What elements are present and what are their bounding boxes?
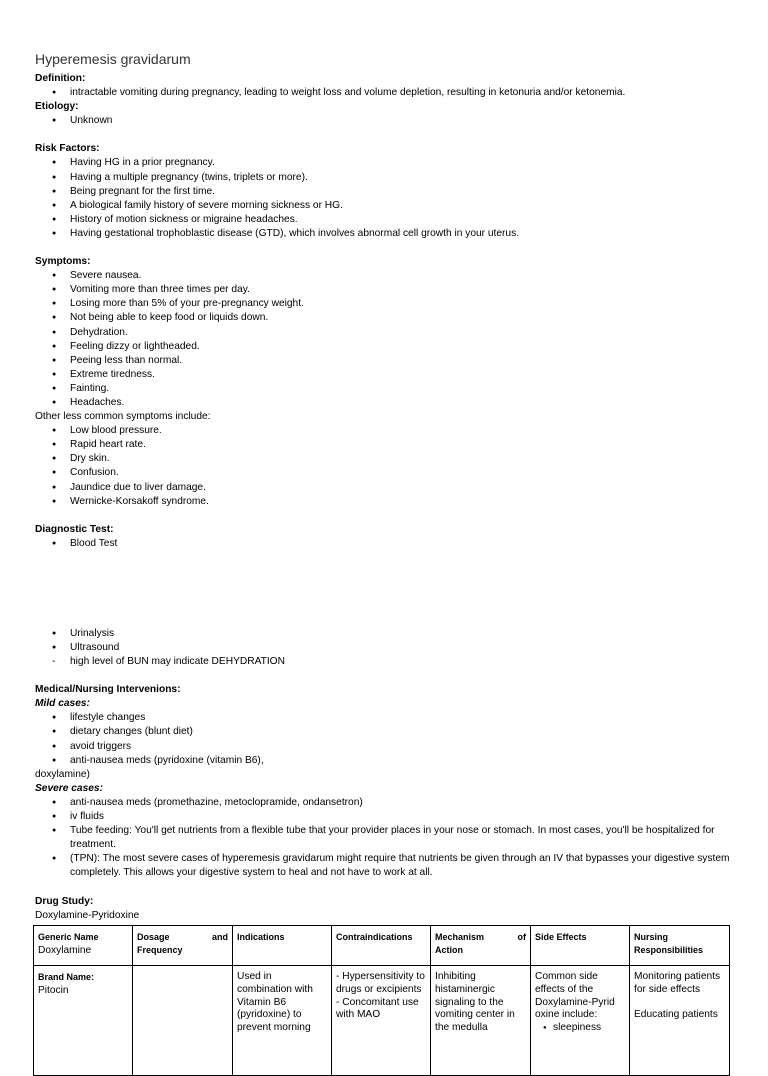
list-item: ● Dry skin.	[35, 452, 735, 466]
list-item: ● Tube feeding: You'll get nutrients from a flexible tube that your provider places in your nose or stomach. In most cases, you'll be hospitalized for treatment.	[35, 824, 735, 852]
list-item: ● Losing more than 5% of your pre-pregnancy weight.	[35, 297, 735, 311]
risk-factors-list	[35, 156, 735, 241]
diagnostic-dash-list	[35, 655, 735, 669]
mild-cases-label: Mild cases:	[35, 698, 90, 710]
list-item: ● sleepiness	[535, 1022, 625, 1035]
list-item: ● Being pregnant for the first time.	[35, 185, 735, 199]
etiology-list	[35, 114, 735, 128]
list-item: ● Jaundice due to liver damage.	[35, 481, 735, 495]
header-cell-indications: Indications	[233, 926, 332, 966]
cell-indications: Used in combination with Vitamin B6 (pyridoxine) to prevent morning	[233, 966, 332, 1076]
cell-contraindications: - Hypersensitivity to drugs or excipients - Concomitant use with MAO	[332, 966, 431, 1076]
list-item: ● anti-nausea meds (promethazine, metoclopramide, ondansetron)	[35, 796, 735, 810]
list-item: ● Feeling dizzy or lightheaded.	[35, 340, 735, 354]
list-item: - high level of BUN may indicate DEHYDRATION	[35, 655, 735, 669]
header-cell-mechanism: Mechanism of Action	[431, 926, 531, 966]
page-title: Hyperemesis gravidarum	[35, 51, 191, 67]
list-item: ● Rapid heart rate.	[35, 438, 735, 452]
list-item: ● (TPN): The most severe cases of hyperemesis gravidarum might require that nutrients be given through an IV that bypasses your digestive system completely. This allows your digestive system to heal and not have to work at all.	[35, 852, 735, 880]
symptoms-list	[35, 269, 735, 410]
list-item: ● anti-nausea meds (pyridoxine (vitamin B6),	[35, 754, 735, 768]
list-item: ● Vomiting more than three times per day.	[35, 283, 735, 297]
diagnostic-list-top	[35, 537, 735, 551]
list-item: ● Confusion.	[35, 466, 735, 480]
cell-dosage	[133, 966, 233, 1076]
header-cell-side-effects: Side Effects	[531, 926, 630, 966]
list-item: ● Extreme tiredness.	[35, 368, 735, 382]
list-item: ● Fainting.	[35, 382, 735, 396]
list-item: ● Having a multiple pregnancy (twins, triplets or more).	[35, 171, 735, 185]
list-item: ● avoid triggers	[35, 740, 735, 754]
list-item: ● Not being able to keep food or liquids down.	[35, 311, 735, 325]
other-symptoms-list	[35, 424, 735, 509]
definition-heading: Definition:	[35, 73, 86, 84]
list-item: ● History of motion sickness or migraine headaches.	[35, 213, 735, 227]
cell-mechanism: Inhibiting histaminergic signaling to the vomiting center in the medulla	[431, 966, 531, 1076]
header-cell-dosage: Dosage and Frequency	[133, 926, 233, 966]
list-item: ● Headaches.	[35, 396, 735, 410]
drug-name: Doxylamine-Pyridoxine	[35, 909, 140, 921]
symptoms-heading: Symptoms:	[35, 256, 91, 268]
table-header-row	[34, 926, 730, 966]
drug-study-heading: Drug Study:	[35, 895, 94, 907]
header-cell-generic: Generic Name Doxylamine	[34, 926, 133, 966]
list-item: ● A biological family history of severe morning sickness or HG.	[35, 199, 735, 213]
list-item: ● Dehydration.	[35, 326, 735, 340]
cell-side-effects: Common side effects of the Doxylamine-Pyrid oxine include: ● sleepiness	[531, 966, 630, 1076]
diagnostic-heading: Diagnostic Test:	[35, 523, 114, 535]
mild-cases-continuation: doxylamine)	[35, 768, 90, 780]
other-symptoms-label: Other less common symptoms include:	[35, 411, 211, 423]
list-item: ● Severe nausea.	[35, 269, 735, 283]
cell-brand: Brand Name: Pitocin	[34, 966, 133, 1076]
risk-factors-heading: Risk Factors:	[35, 143, 100, 155]
table-row	[34, 966, 730, 1076]
list-item: ● iv fluids	[35, 810, 735, 824]
list-item: ● Unknown	[35, 114, 735, 128]
list-item: ● Having gestational trophoblastic disease (GTD), which involves abnormal cell growth in your uterus.	[35, 227, 735, 241]
header-cell-nursing: Nursing Responsibilities	[630, 926, 730, 966]
document-body	[35, 50, 735, 923]
list-item: ● Peeing less than normal.	[35, 354, 735, 368]
list-item: ● Urinalysis	[35, 627, 735, 641]
severe-cases-list	[35, 796, 735, 881]
drug-study-table	[33, 925, 730, 1076]
list-item: ● lifestyle changes	[35, 711, 735, 725]
list-item: ● Low blood pressure.	[35, 424, 735, 438]
list-item: ● dietary changes (blunt diet)	[35, 725, 735, 739]
severe-cases-label: Severe cases:	[35, 782, 103, 794]
interventions-heading: Medical/Nursing Intervenions:	[35, 684, 181, 696]
list-item: ● Blood Test	[35, 537, 735, 551]
etiology-heading: Etiology:	[35, 101, 79, 113]
list-item: ● intractable vomiting during pregnancy, leading to weight loss and volume depletion, resulting in ketonuria and/or ketonemia.	[35, 86, 735, 100]
cell-nursing: Monitoring patients for side effects Educating patients	[630, 966, 730, 1076]
mild-cases-list	[35, 711, 735, 767]
list-item: ● Wernicke-Korsakoff syndrome.	[35, 495, 735, 509]
definition-list	[35, 86, 735, 100]
header-cell-contraindications: Contraindications	[332, 926, 431, 966]
list-item: ● Ultrasound	[35, 641, 735, 655]
diagnostic-list-bottom	[35, 627, 735, 655]
list-item: ● Having HG in a prior pregnancy.	[35, 156, 735, 170]
